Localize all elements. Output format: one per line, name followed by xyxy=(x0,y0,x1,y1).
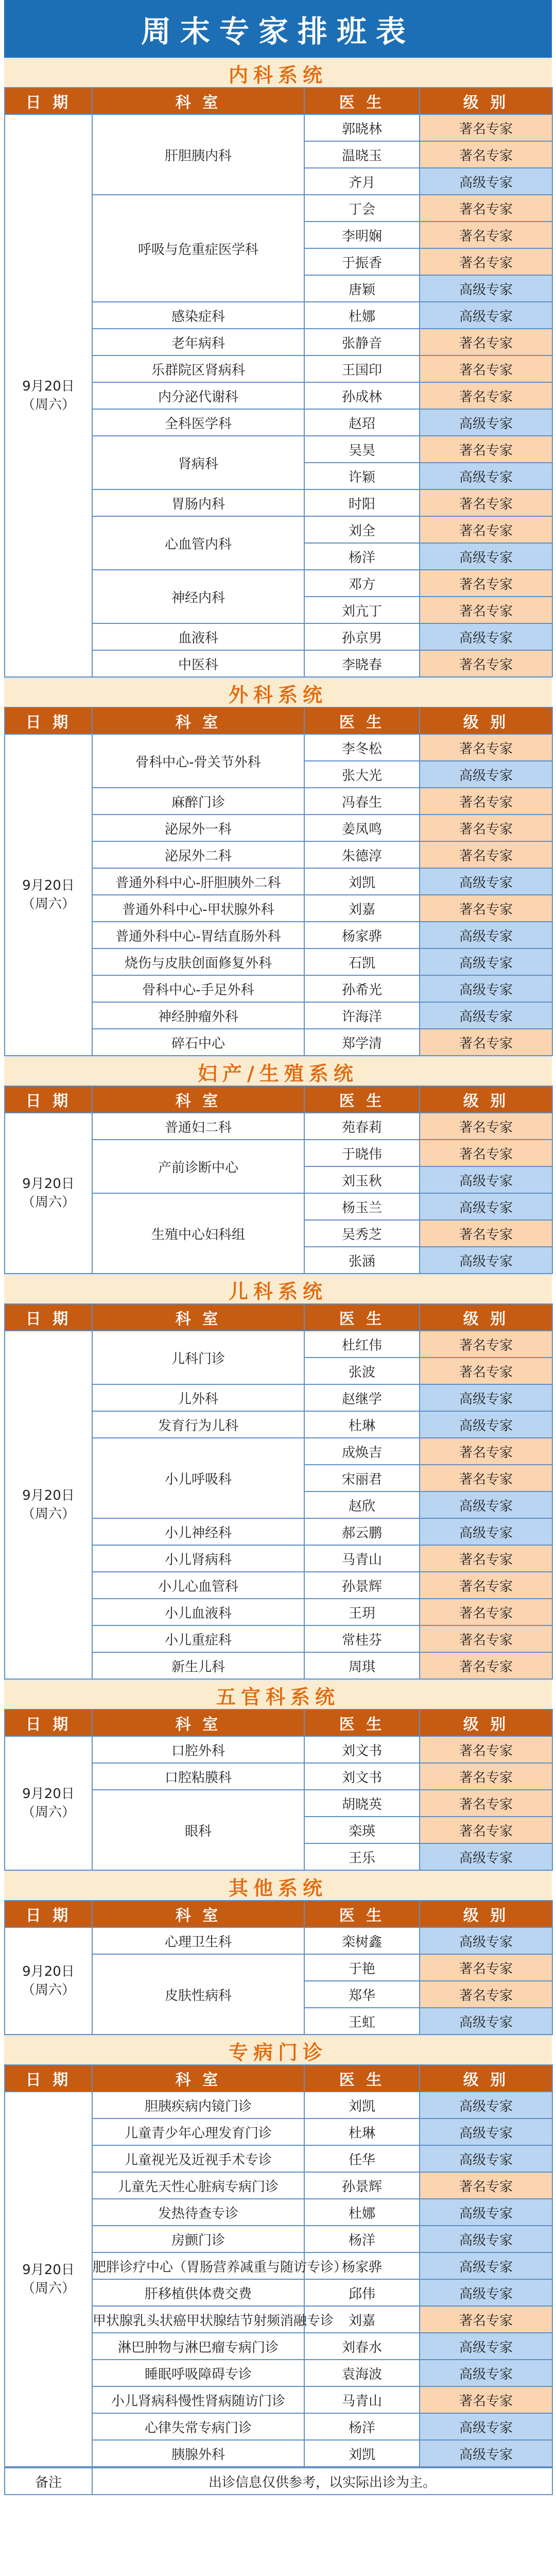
level-badge: 高级专家 xyxy=(420,1411,552,1438)
dept-cell: 感染症科 xyxy=(92,302,304,329)
dept-cell: 口腔外科 xyxy=(92,1736,304,1763)
level-header: 级 别 xyxy=(420,1086,552,1113)
dept-cell: 小儿肾病科慢性肾病随访门诊 xyxy=(92,2386,304,2413)
doctor-cell: 刘文书 xyxy=(304,1736,420,1763)
level-badge: 著名专家 xyxy=(420,841,552,868)
level-badge: 著名专家 xyxy=(420,1358,552,1384)
level-badge: 高级专家 xyxy=(420,623,552,650)
table-header-row xyxy=(5,88,552,114)
dept-cell: 发热待查专诊 xyxy=(92,2199,304,2226)
date-cell xyxy=(5,114,92,677)
dept-cell: 乐群院区肾病科 xyxy=(92,355,304,382)
level-badge: 著名专家 xyxy=(420,1790,552,1817)
note-text: 出诊信息仅供参考，以实际出诊为主。 xyxy=(92,2468,552,2495)
doctor-cell: 刘凯 xyxy=(304,2440,420,2467)
section-title: 专病门诊 xyxy=(4,2035,552,2064)
level-badge: 高级专家 xyxy=(420,948,552,975)
date-header: 日 期 xyxy=(5,1304,92,1331)
level-badge: 高级专家 xyxy=(420,543,552,570)
note-row xyxy=(5,2468,552,2495)
doctor-cell: 张大光 xyxy=(304,761,420,788)
date-text: 9月20日 xyxy=(22,1964,75,1979)
doctor-header: 医 生 xyxy=(304,1304,420,1331)
doctor-header: 医 生 xyxy=(304,1086,420,1113)
level-badge: 著名专家 xyxy=(420,1545,552,1572)
level-badge: 高级专家 xyxy=(420,2360,552,2386)
doctor-cell: 孙京男 xyxy=(304,623,420,650)
doctor-header: 医 生 xyxy=(304,1709,420,1736)
dept-cell: 肥胖诊疗中心（胃肠营养减重与随访专诊） xyxy=(92,2252,304,2279)
doctor-cell: 唐颖 xyxy=(304,275,420,302)
level-badge: 著名专家 xyxy=(420,1981,552,2008)
doctor-cell: 杨洋 xyxy=(304,2413,420,2440)
level-badge: 高级专家 xyxy=(420,2145,552,2172)
table-row xyxy=(5,1331,552,1358)
dept-cell: 骨科中心-骨关节外科 xyxy=(92,734,304,788)
level-header: 级 别 xyxy=(420,88,552,114)
date-header: 日 期 xyxy=(5,2065,92,2092)
level-badge: 高级专家 xyxy=(420,1492,552,1518)
dept-cell: 产前诊断中心 xyxy=(92,1140,304,1193)
dept-cell: 小儿重症科 xyxy=(92,1625,304,1652)
dept-cell: 肝移植供体费交费 xyxy=(92,2279,304,2306)
dept-cell: 儿科门诊 xyxy=(92,1331,304,1384)
doctor-header: 医 生 xyxy=(304,1901,420,1927)
level-badge: 著名专家 xyxy=(420,1465,552,1492)
table-header-row xyxy=(5,707,552,734)
level-badge: 著名专家 xyxy=(420,355,552,382)
doctor-cell: 刘凯 xyxy=(304,2092,420,2119)
level-badge: 高级专家 xyxy=(420,868,552,895)
date-cell xyxy=(5,1927,92,2035)
level-badge: 高级专家 xyxy=(420,1843,552,1870)
schedule-table xyxy=(4,87,553,677)
section-title: 内科系统 xyxy=(4,58,552,87)
dept-cell: 心律失常专病门诊 xyxy=(92,2413,304,2440)
date-text: 9月20日 xyxy=(22,1786,75,1802)
doctor-cell: 孙景辉 xyxy=(304,1572,420,1599)
doctor-cell: 姜凤鸣 xyxy=(304,815,420,841)
weekday-text: （周六） xyxy=(21,397,75,413)
page-title: 周末专家排班表 xyxy=(4,0,552,58)
date-header: 日 期 xyxy=(5,88,92,114)
level-badge: 著名专家 xyxy=(420,1625,552,1652)
table-row xyxy=(5,1927,552,1954)
section-title: 其他系统 xyxy=(4,1871,552,1900)
level-badge: 著名专家 xyxy=(420,1113,552,1140)
level-badge: 著名专家 xyxy=(420,570,552,597)
doctor-cell: 刘春水 xyxy=(304,2333,420,2360)
dept-cell: 内分泌代谢科 xyxy=(92,382,304,409)
dept-cell: 肝胆胰内科 xyxy=(92,114,304,195)
dept-cell: 普通外科中心-肝胆胰外二科 xyxy=(92,868,304,895)
doctor-cell: 于艳 xyxy=(304,1954,420,1981)
level-badge: 高级专家 xyxy=(420,1002,552,1029)
dept-cell: 淋巴肿物与淋巴瘤专病门诊 xyxy=(92,2333,304,2360)
level-badge: 著名专家 xyxy=(420,815,552,841)
doctor-cell: 李晓春 xyxy=(304,650,420,677)
weekday-text: （周六） xyxy=(21,1982,75,1998)
level-badge: 著名专家 xyxy=(420,1763,552,1790)
dept-cell: 新生儿科 xyxy=(92,1652,304,1679)
doctor-cell: 苑春莉 xyxy=(304,1113,420,1140)
level-badge: 著名专家 xyxy=(420,2386,552,2413)
date-header: 日 期 xyxy=(5,1709,92,1736)
doctor-cell: 杜红伟 xyxy=(304,1331,420,1358)
doctor-cell: 郭晓林 xyxy=(304,114,420,141)
dept-cell: 小儿肾病科 xyxy=(92,1545,304,1572)
doctor-cell: 孙成林 xyxy=(304,382,420,409)
level-badge: 高级专家 xyxy=(420,1193,552,1220)
level-badge: 著名专家 xyxy=(420,1140,552,1166)
level-badge: 著名专家 xyxy=(420,195,552,222)
doctor-cell: 郝云鹏 xyxy=(304,1518,420,1545)
level-badge: 著名专家 xyxy=(420,1438,552,1465)
level-header: 级 别 xyxy=(420,1709,552,1736)
doctor-cell: 栾瑛 xyxy=(304,1817,420,1843)
level-badge: 著名专家 xyxy=(420,1029,552,1056)
doctor-cell: 张涵 xyxy=(304,1247,420,1274)
doctor-cell: 于振香 xyxy=(304,248,420,275)
doctor-cell: 杨洋 xyxy=(304,2226,420,2252)
level-badge: 高级专家 xyxy=(420,409,552,436)
level-badge: 著名专家 xyxy=(420,895,552,922)
doctor-cell: 王乐 xyxy=(304,1843,420,1870)
table-header-row xyxy=(5,1086,552,1113)
doctor-header: 医 生 xyxy=(304,707,420,734)
level-badge: 高级专家 xyxy=(420,463,552,489)
schedule-page xyxy=(4,0,552,2495)
weekday-text: （周六） xyxy=(21,1506,75,1522)
level-badge: 高级专家 xyxy=(420,1518,552,1545)
level-badge: 著名专家 xyxy=(420,650,552,677)
dept-header: 科 室 xyxy=(92,88,304,114)
doctor-cell: 刘全 xyxy=(304,516,420,543)
dept-cell: 全科医学科 xyxy=(92,409,304,436)
dept-cell: 儿童青少年心理发育门诊 xyxy=(92,2119,304,2145)
section-title: 外科系统 xyxy=(4,677,552,707)
level-badge: 著名专家 xyxy=(420,329,552,355)
dept-cell: 泌尿外二科 xyxy=(92,841,304,868)
level-badge: 高级专家 xyxy=(420,1927,552,1954)
dept-cell: 儿童先天性心脏病专病门诊 xyxy=(92,2172,304,2199)
schedule-table xyxy=(4,1303,553,1680)
table-row xyxy=(5,734,552,761)
doctor-cell: 刘文书 xyxy=(304,1763,420,1790)
doctor-cell: 郑华 xyxy=(304,1981,420,2008)
level-badge: 著名专家 xyxy=(420,248,552,275)
doctor-cell: 杨家骅 xyxy=(304,922,420,948)
doctor-cell: 张波 xyxy=(304,1358,420,1384)
table-row xyxy=(5,114,552,141)
dept-cell: 胆胰疾病内镜门诊 xyxy=(92,2092,304,2119)
doctor-cell: 杨玉兰 xyxy=(304,1193,420,1220)
level-badge: 著名专家 xyxy=(420,1652,552,1679)
doctor-cell: 孙希光 xyxy=(304,975,420,1002)
doctor-cell: 赵继学 xyxy=(304,1384,420,1411)
level-header: 级 别 xyxy=(420,707,552,734)
level-badge: 高级专家 xyxy=(420,2008,552,2035)
level-badge: 高级专家 xyxy=(420,2226,552,2252)
dept-cell: 房颤门诊 xyxy=(92,2226,304,2252)
doctor-cell: 赵玿 xyxy=(304,409,420,436)
schedule-table xyxy=(4,1086,553,1274)
date-header: 日 期 xyxy=(5,707,92,734)
dept-cell: 碎石中心 xyxy=(92,1029,304,1056)
level-badge: 高级专家 xyxy=(420,922,552,948)
dept-header: 科 室 xyxy=(92,1901,304,1927)
level-badge: 高级专家 xyxy=(420,2199,552,2226)
date-cell xyxy=(5,734,92,1056)
level-badge: 著名专家 xyxy=(420,1599,552,1625)
dept-cell: 儿童视光及近视手术专诊 xyxy=(92,2145,304,2172)
dept-header: 科 室 xyxy=(92,1086,304,1113)
schedule-table xyxy=(4,1900,553,2035)
doctor-cell: 栾树鑫 xyxy=(304,1927,420,1954)
doctor-cell: 刘玉秋 xyxy=(304,1166,420,1193)
dept-cell: 生殖中心妇科组 xyxy=(92,1193,304,1274)
level-badge: 著名专家 xyxy=(420,1954,552,1981)
weekday-text: （周六） xyxy=(21,896,75,912)
dept-header: 科 室 xyxy=(92,1304,304,1331)
doctor-cell: 王国印 xyxy=(304,355,420,382)
doctor-cell: 许海洋 xyxy=(304,1002,420,1029)
level-badge: 高级专家 xyxy=(420,168,552,195)
level-badge: 高级专家 xyxy=(420,975,552,1002)
sections-container xyxy=(4,58,552,2467)
level-badge: 高级专家 xyxy=(420,761,552,788)
date-text: 9月20日 xyxy=(22,379,75,394)
date-cell xyxy=(5,1331,92,1679)
date-text: 9月20日 xyxy=(22,878,75,893)
level-header: 级 别 xyxy=(420,1304,552,1331)
dept-cell: 眼科 xyxy=(92,1790,304,1870)
doctor-cell: 宋丽君 xyxy=(304,1465,420,1492)
doctor-cell: 邱伟 xyxy=(304,2279,420,2306)
level-badge: 著名专家 xyxy=(420,489,552,516)
date-header: 日 期 xyxy=(5,1086,92,1113)
dept-cell: 普通外科中心-甲状腺外科 xyxy=(92,895,304,922)
table-header-row xyxy=(5,2065,552,2092)
dept-header: 科 室 xyxy=(92,707,304,734)
note-table xyxy=(4,2467,553,2495)
dept-cell: 中医科 xyxy=(92,650,304,677)
table-header-row xyxy=(5,1901,552,1927)
doctor-cell: 马青山 xyxy=(304,2386,420,2413)
doctor-cell: 刘嘉 xyxy=(304,2306,420,2333)
dept-cell: 神经肿瘤外科 xyxy=(92,1002,304,1029)
dept-cell: 小儿呼吸科 xyxy=(92,1438,304,1518)
section-title: 五官科系统 xyxy=(4,1680,552,1709)
level-badge: 著名专家 xyxy=(420,1736,552,1763)
dept-cell: 肾病科 xyxy=(92,436,304,489)
level-badge: 著名专家 xyxy=(420,382,552,409)
weekday-text: （周六） xyxy=(21,1195,75,1210)
doctor-cell: 刘亢丁 xyxy=(304,597,420,623)
dept-cell: 老年病科 xyxy=(92,329,304,355)
doctor-cell: 温晓玉 xyxy=(304,141,420,168)
doctor-cell: 常桂芬 xyxy=(304,1625,420,1652)
doctor-cell: 杨洋 xyxy=(304,543,420,570)
level-badge: 著名专家 xyxy=(420,516,552,543)
dept-cell: 甲状腺乳头状癌甲状腺结节射频消融专诊 xyxy=(92,2306,304,2333)
dept-cell: 心血管内科 xyxy=(92,516,304,570)
level-badge: 著名专家 xyxy=(420,1220,552,1247)
level-header: 级 别 xyxy=(420,2065,552,2092)
date-text: 9月20日 xyxy=(22,1176,75,1192)
doctor-cell: 王玥 xyxy=(304,1599,420,1625)
dept-cell: 小儿血液科 xyxy=(92,1599,304,1625)
level-badge: 著名专家 xyxy=(420,1572,552,1599)
section-title: 儿科系统 xyxy=(4,1274,552,1303)
doctor-cell: 马青山 xyxy=(304,1545,420,1572)
doctor-cell: 邓方 xyxy=(304,570,420,597)
level-badge: 高级专家 xyxy=(420,2413,552,2440)
level-badge: 高级专家 xyxy=(420,2092,552,2119)
table-row xyxy=(5,1113,552,1140)
doctor-cell: 时阳 xyxy=(304,489,420,516)
dept-cell: 胃肠内科 xyxy=(92,489,304,516)
level-badge: 著名专家 xyxy=(420,2172,552,2199)
weekday-text: （周六） xyxy=(21,1805,75,1820)
level-badge: 高级专家 xyxy=(420,2440,552,2467)
date-cell xyxy=(5,1736,92,1870)
note-label: 备注 xyxy=(5,2468,92,2495)
level-badge: 高级专家 xyxy=(420,2119,552,2145)
doctor-cell: 杜娜 xyxy=(304,302,420,329)
level-badge: 著名专家 xyxy=(420,2306,552,2333)
doctor-cell: 李冬松 xyxy=(304,734,420,761)
date-cell xyxy=(5,2092,92,2467)
level-badge: 著名专家 xyxy=(420,1331,552,1358)
level-badge: 高级专家 xyxy=(420,2279,552,2306)
date-header: 日 期 xyxy=(5,1901,92,1927)
dept-cell: 烧伤与皮肤创面修复外科 xyxy=(92,948,304,975)
doctor-cell: 任华 xyxy=(304,2145,420,2172)
dept-header: 科 室 xyxy=(92,2065,304,2092)
level-badge: 著名专家 xyxy=(420,436,552,463)
doctor-cell: 丁会 xyxy=(304,195,420,222)
doctor-cell: 朱德淳 xyxy=(304,841,420,868)
dept-cell: 发育行为儿科 xyxy=(92,1411,304,1438)
schedule-table xyxy=(4,2064,553,2467)
table-header-row xyxy=(5,1304,552,1331)
doctor-cell: 成焕吉 xyxy=(304,1438,420,1465)
doctor-cell: 吴秀芝 xyxy=(304,1220,420,1247)
level-badge: 著名专家 xyxy=(420,141,552,168)
doctor-cell: 赵欣 xyxy=(304,1492,420,1518)
dept-cell: 皮肤性病科 xyxy=(92,1954,304,2035)
doctor-cell: 刘嘉 xyxy=(304,895,420,922)
doctor-cell: 杜娜 xyxy=(304,2199,420,2226)
level-badge: 高级专家 xyxy=(420,1247,552,1274)
doctor-cell: 于晓伟 xyxy=(304,1140,420,1166)
dept-cell: 心理卫生科 xyxy=(92,1927,304,1954)
dept-cell: 泌尿外一科 xyxy=(92,815,304,841)
level-badge: 高级专家 xyxy=(420,2333,552,2360)
date-text: 9月20日 xyxy=(22,2262,75,2278)
dept-cell: 睡眠呼吸障碍专诊 xyxy=(92,2360,304,2386)
table-row xyxy=(5,2092,552,2119)
doctor-cell: 许颖 xyxy=(304,463,420,489)
doctor-cell: 袁海波 xyxy=(304,2360,420,2386)
level-badge: 著名专家 xyxy=(420,597,552,623)
doctor-cell: 冯春生 xyxy=(304,788,420,815)
dept-cell: 麻醉门诊 xyxy=(92,788,304,815)
section-title: 妇产/生殖系统 xyxy=(4,1056,552,1086)
schedule-table xyxy=(4,1709,553,1871)
level-badge: 高级专家 xyxy=(420,1384,552,1411)
weekday-text: （周六） xyxy=(21,2281,75,2296)
doctor-cell: 张静音 xyxy=(304,329,420,355)
dept-cell: 血液科 xyxy=(92,623,304,650)
level-badge: 著名专家 xyxy=(420,114,552,141)
dept-header: 科 室 xyxy=(92,1709,304,1736)
doctor-cell: 孙景辉 xyxy=(304,2172,420,2199)
doctor-cell: 李明娴 xyxy=(304,222,420,248)
level-badge: 高级专家 xyxy=(420,2252,552,2279)
dept-cell: 普通外科中心-胃结直肠外科 xyxy=(92,922,304,948)
doctor-cell: 胡晓英 xyxy=(304,1790,420,1817)
doctor-cell: 吴昊 xyxy=(304,436,420,463)
doctor-header: 医 生 xyxy=(304,2065,420,2092)
doctor-cell: 王虹 xyxy=(304,2008,420,2035)
level-badge: 高级专家 xyxy=(420,1166,552,1193)
dept-cell: 胰腺外科 xyxy=(92,2440,304,2467)
date-text: 9月20日 xyxy=(22,1488,75,1503)
schedule-table xyxy=(4,707,553,1056)
dept-cell: 儿外科 xyxy=(92,1384,304,1411)
doctor-cell: 齐月 xyxy=(304,168,420,195)
dept-cell: 呼吸与危重症医学科 xyxy=(92,195,304,302)
level-badge: 著名专家 xyxy=(420,788,552,815)
level-badge: 高级专家 xyxy=(420,275,552,302)
level-badge: 著名专家 xyxy=(420,734,552,761)
dept-cell: 小儿心血管科 xyxy=(92,1572,304,1599)
doctor-cell: 刘凯 xyxy=(304,868,420,895)
dept-cell: 口腔粘膜科 xyxy=(92,1763,304,1790)
date-cell xyxy=(5,1113,92,1274)
doctor-cell: 杜琳 xyxy=(304,2119,420,2145)
level-badge: 著名专家 xyxy=(420,222,552,248)
doctor-header: 医 生 xyxy=(304,88,420,114)
table-header-row xyxy=(5,1709,552,1736)
doctor-cell: 杜琳 xyxy=(304,1411,420,1438)
doctor-cell: 杨家骅 xyxy=(304,2252,420,2279)
level-header: 级 别 xyxy=(420,1901,552,1927)
level-badge: 高级专家 xyxy=(420,302,552,329)
doctor-cell: 郑学清 xyxy=(304,1029,420,1056)
doctor-cell: 石凯 xyxy=(304,948,420,975)
dept-cell: 骨科中心-手足外科 xyxy=(92,975,304,1002)
level-badge: 著名专家 xyxy=(420,1817,552,1843)
doctor-cell: 周琪 xyxy=(304,1652,420,1679)
dept-cell: 小儿神经科 xyxy=(92,1518,304,1545)
dept-cell: 普通妇二科 xyxy=(92,1113,304,1140)
dept-cell: 神经内科 xyxy=(92,570,304,623)
table-row xyxy=(5,1736,552,1763)
